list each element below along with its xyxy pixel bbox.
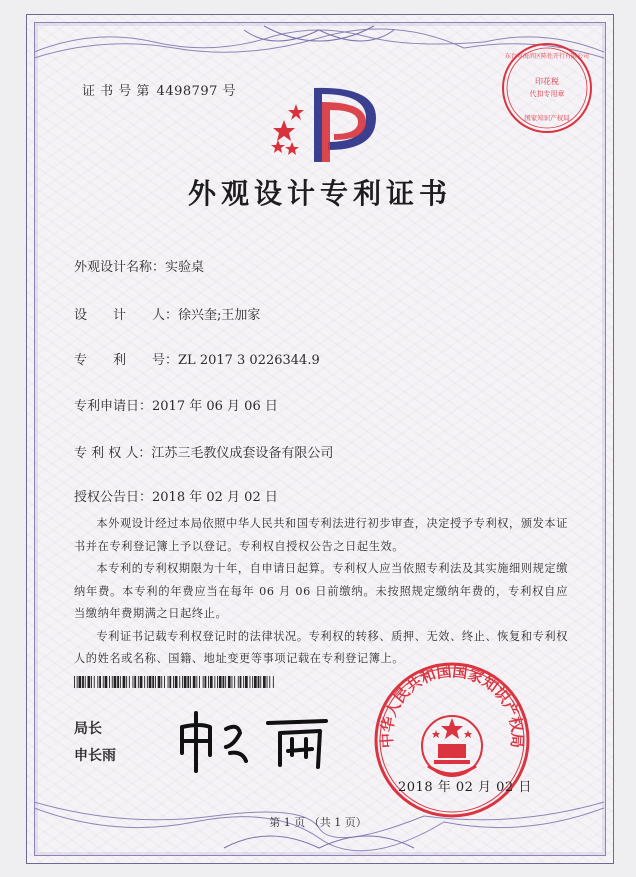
- barcode-bar: [74, 676, 75, 688]
- field-patentee: [74, 442, 333, 461]
- field-value: 2017 年 06 月 06 日: [152, 399, 278, 414]
- field-label: 设 计 人：: [74, 308, 179, 323]
- page-footer: 第 1 页 （共 1 页）: [269, 816, 367, 829]
- tax-seal-bottom-text: 国家知识产权局: [524, 114, 570, 122]
- barcode-bar: [173, 676, 174, 688]
- barcode-bar: [129, 676, 130, 688]
- field-value: 徐兴奎;王加家: [178, 308, 261, 323]
- barcode-bar: [82, 676, 84, 688]
- field-label: 授权公告日：: [74, 490, 153, 505]
- certificate-number-suffix: 号: [222, 84, 237, 99]
- barcode-bar: [187, 676, 189, 688]
- barcode-bar: [126, 676, 127, 688]
- barcode-bar: [144, 676, 145, 688]
- barcode-bar: [258, 676, 260, 688]
- barcode-bar: [123, 676, 126, 688]
- tax-seal-ring-text: 东台市海滨区陈佐开行有限公司: [504, 53, 590, 60]
- tax-seal: [497, 38, 597, 138]
- barcode-bar: [147, 676, 148, 688]
- barcode-bar: [164, 676, 165, 688]
- barcode-bar: [219, 676, 222, 688]
- barcode-bar: [79, 676, 82, 688]
- barcode-bar: [238, 676, 239, 688]
- certificate-number-value: 4498797: [156, 84, 218, 99]
- barcode-bar: [184, 676, 187, 688]
- barcode-bar: [254, 676, 257, 688]
- cnipa-seal: [372, 660, 532, 820]
- barcode-bar: [114, 676, 117, 688]
- director-signature: [176, 705, 336, 777]
- field-patent-number: [74, 349, 320, 368]
- field-label: 专 利 号：: [74, 353, 179, 368]
- barcode-bar: [250, 676, 251, 688]
- barcode-bar: [140, 676, 143, 688]
- certificate-number: [82, 80, 236, 99]
- barcode-bar: [117, 676, 119, 688]
- barcode-bar: [228, 676, 231, 688]
- field-grant-date: [74, 486, 278, 505]
- barcode-bar: [245, 676, 248, 688]
- field-label: 外观设计名称：: [74, 260, 166, 275]
- barcode-bar: [138, 676, 139, 688]
- barcode-bar: [94, 676, 95, 688]
- barcode-bar: [149, 676, 152, 688]
- seal-ring-text: 中华人民共和国国家知识产权局: [377, 662, 527, 749]
- field-designer: [74, 304, 260, 323]
- tax-seal-center-line-1: 印花税: [535, 77, 559, 86]
- barcode-bar: [99, 676, 101, 688]
- barcode-bar: [205, 676, 207, 688]
- certificate-number-label: 证 书 号 第: [82, 84, 150, 99]
- field-design-name: [74, 256, 204, 275]
- barcode-bar: [208, 676, 209, 688]
- barcode-bar: [85, 676, 86, 688]
- tax-seal-center-line-2: 代扣专用章: [529, 90, 565, 98]
- director-title: 局长: [74, 721, 102, 737]
- page-title: 外观设计专利证书: [187, 177, 452, 210]
- field-value: 实验桌: [165, 260, 205, 275]
- barcode-bar: [223, 676, 225, 688]
- barcode: [74, 676, 274, 688]
- barcode-bar: [196, 676, 197, 688]
- national-emblem-icon: [422, 716, 482, 776]
- barcode-bar: [105, 676, 108, 688]
- body-paragraph: 专利证书记载专利权登记时的法律状况。专利权的转移、质押、无效、终止、恢复和专利权人的姓名或名称、国籍、地址变更等事项记载在专利登记簿上。: [74, 629, 568, 665]
- barcode-bar: [182, 676, 183, 688]
- field-value: ZL 2017 3 0226344.9: [178, 353, 320, 368]
- barcode-bar: [161, 676, 162, 688]
- barcode-bar: [152, 676, 154, 688]
- field-label: 专利申请日：: [74, 399, 153, 414]
- barcode-bar: [273, 676, 274, 688]
- field-value: 2018 年 02 月 02 日: [152, 490, 278, 505]
- barcode-bar: [267, 676, 268, 688]
- barcode-bar: [243, 676, 244, 688]
- barcode-bar: [252, 676, 253, 688]
- barcode-bar: [168, 676, 169, 688]
- barcode-bar: [103, 676, 104, 688]
- barcode-bar: [225, 676, 226, 688]
- seal-date: 2018 年 02 月 02 日: [398, 780, 532, 795]
- barcode-bar: [97, 676, 98, 688]
- barcode-bar: [210, 676, 213, 688]
- barcode-bar: [199, 676, 200, 688]
- barcode-bar: [175, 676, 178, 688]
- barcode-bar: [234, 676, 235, 688]
- barcode-bar: [134, 676, 136, 688]
- barcode-bar: [214, 676, 215, 688]
- barcode-bar: [112, 676, 113, 688]
- barcode-bar: [88, 676, 91, 688]
- barcode-bar: [120, 676, 121, 688]
- barcode-bar: [240, 676, 242, 688]
- barcode-bar: [155, 676, 156, 688]
- barcode-bar: [91, 676, 92, 688]
- barcode-bar: [203, 676, 204, 688]
- certificate-body: [74, 513, 568, 671]
- barcode-bar: [193, 676, 196, 688]
- barcode-bar: [269, 676, 270, 688]
- barcode-bar: [133, 676, 134, 688]
- field-label: 专 利 权 人：: [74, 446, 152, 461]
- director-name: 申长雨: [74, 748, 116, 764]
- barcode-bar: [217, 676, 218, 688]
- barcode-bar: [169, 676, 171, 688]
- barcode-bar: [158, 676, 161, 688]
- field-application-date: [74, 395, 278, 414]
- barcode-bar: [77, 676, 78, 688]
- barcode-bar: [179, 676, 180, 688]
- field-value: 江苏三毛教仪成套设备有限公司: [151, 446, 334, 461]
- body-paragraph: 本专利的专利权期限为十年，自申请日起算。专利权人应当依照专利法及其实施细则规定缴纳年费。本专利的年费应当在每年 06 月 06 日前缴纳。未按照规定缴纳年费的，专利权自应当缴纳年费期满之日起终止。: [74, 562, 568, 620]
- body-paragraph: 本外观设计经过本局依照中华人民共和国专利法进行初步审查，决定授予专利权，颁发本证书并在专利登记簿上予以登记。专利权自授权公告之日起生效。: [74, 517, 568, 553]
- barcode-bar: [109, 676, 110, 688]
- barcode-bar: [260, 676, 261, 688]
- barcode-bar: [232, 676, 233, 688]
- cnipa-logo-icon: [262, 80, 382, 166]
- barcode-bar: [263, 676, 266, 688]
- barcode-bar: [190, 676, 191, 688]
